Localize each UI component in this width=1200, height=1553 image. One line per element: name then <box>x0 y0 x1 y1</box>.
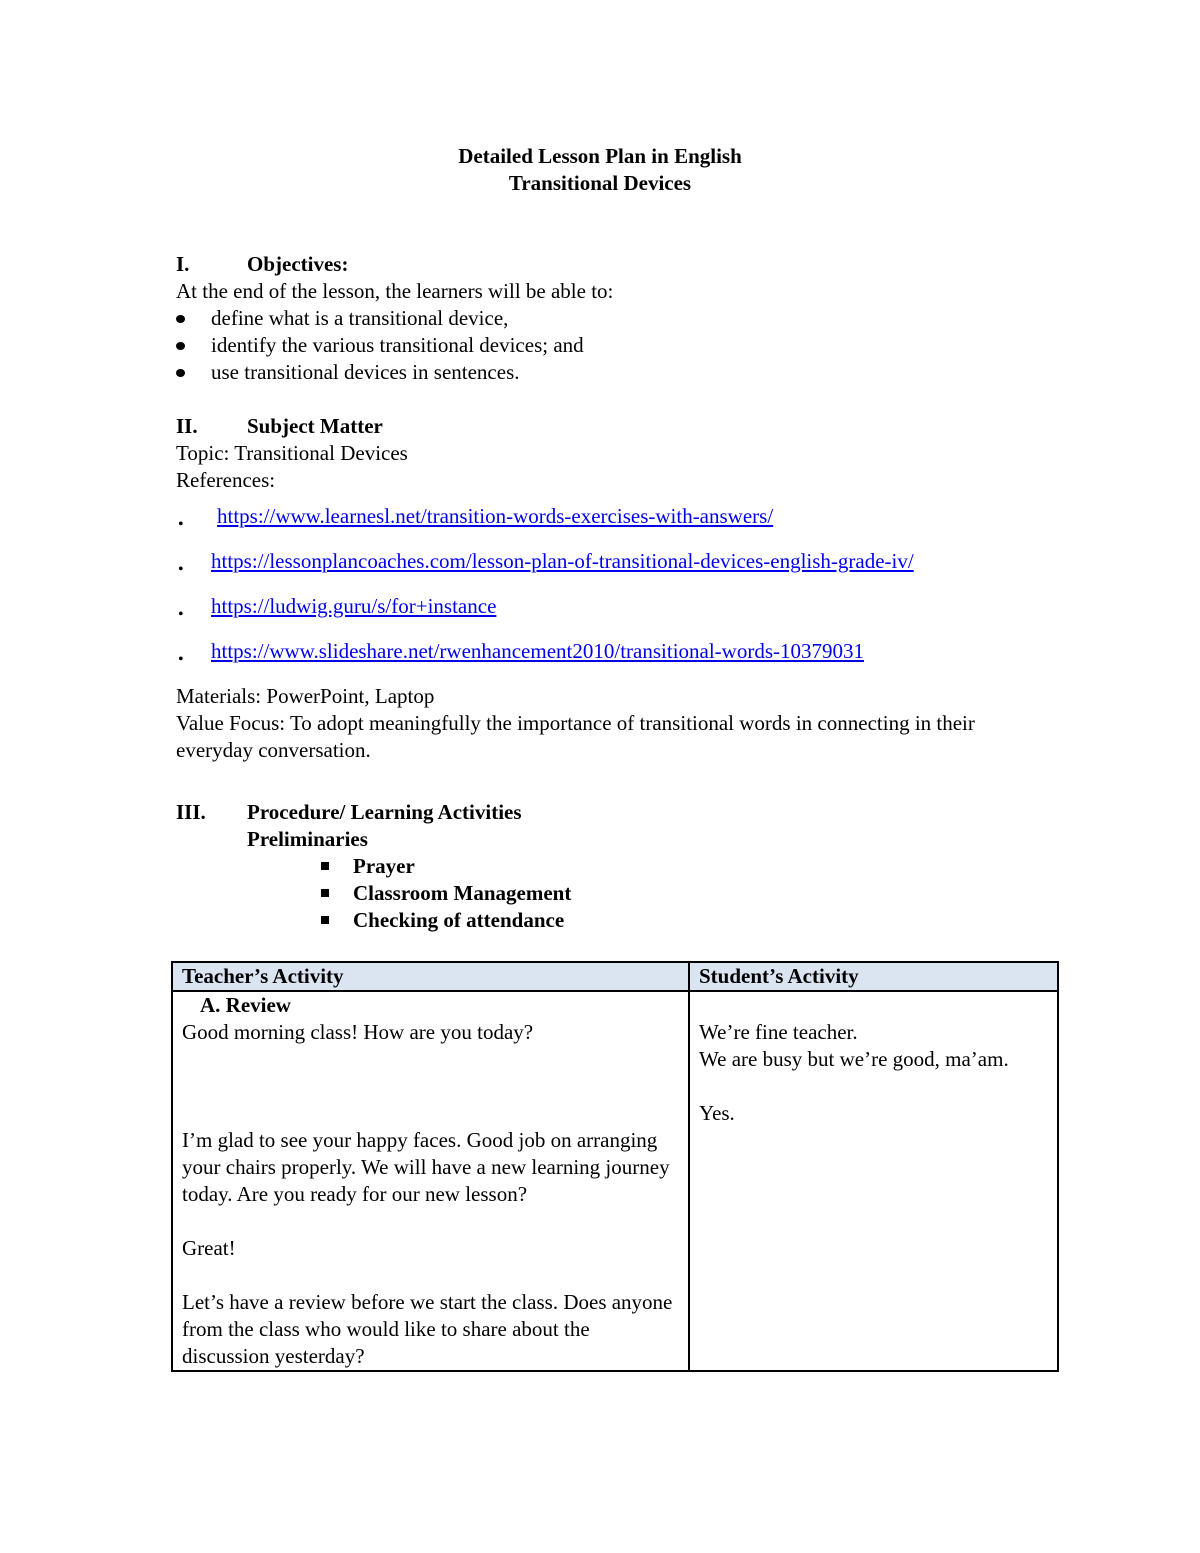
bullet-icon: • <box>178 606 184 623</box>
bullet-icon: • <box>178 516 184 533</box>
section-number: III. <box>176 800 206 824</box>
square-bullet-icon <box>321 889 329 897</box>
objectives-section <box>176 251 1046 386</box>
teacher-line: Let’s have a review before we start the class. Does anyone from the class who would like to share about the discussion yesterday? <box>182 1290 673 1368</box>
square-bullet-icon <box>321 862 329 870</box>
preliminary-item: Prayer <box>176 853 1046 880</box>
document-title-block <box>0 143 1200 197</box>
reference-link[interactable]: https://lessonplancoaches.com/lesson-plan-of-transitional-devices-english-grade-iv/ <box>211 549 914 573</box>
objective-item: identify the various transitional devices; and <box>176 332 1046 359</box>
materials-line: Materials: PowerPoint, Laptop <box>176 684 435 708</box>
reference-link[interactable]: https://ludwig.guru/s/for+instance <box>211 594 497 618</box>
student-line: Yes. <box>699 1101 735 1125</box>
activity-table <box>171 961 1059 1372</box>
student-activity-cell <box>689 991 1058 1371</box>
teacher-activity-header: Teacher’s Activity <box>172 962 689 991</box>
document-subtitle: Transitional Devices <box>508 171 692 195</box>
section-title: Objectives: <box>247 252 349 276</box>
procedure-section <box>176 799 1046 934</box>
bullet-icon <box>176 315 185 323</box>
objectives-heading <box>176 251 1046 278</box>
student-line: We are busy but we’re good, ma’am. <box>699 1047 1009 1071</box>
preliminary-item: Checking of attendance <box>176 907 1046 934</box>
teacher-line: I’m glad to see your happy faces. Good job on arranging your chairs properly. We will have a new learning journey today. Are you ready for our new lesson? <box>182 1128 670 1206</box>
subject-matter-heading <box>176 413 1046 440</box>
section-title: Procedure/ Learning Activities <box>247 800 522 824</box>
reference-item <box>176 503 1046 548</box>
topic-line: Topic: Transitional Devices <box>176 441 408 465</box>
table-header-row <box>172 962 1058 991</box>
teacher-line: Great! <box>182 1236 236 1260</box>
student-line: We’re fine teacher. <box>699 1020 858 1044</box>
preliminaries-heading: Preliminaries <box>247 827 368 851</box>
reference-item <box>176 593 1046 638</box>
teacher-activity-cell <box>172 991 689 1371</box>
review-label: A. Review <box>200 993 291 1017</box>
section-title: Subject Matter <box>247 414 383 438</box>
bullet-icon <box>176 369 185 377</box>
value-focus: Value Focus: To adopt meaningfully the importance of transitional words in connecting in their everyday conversation. <box>176 711 975 762</box>
reference-link[interactable]: https://www.slideshare.net/rwenhancement2010/transitional-words-10379031 <box>211 639 864 663</box>
preliminary-item: Classroom Management <box>176 880 1046 907</box>
reference-item <box>176 548 1046 593</box>
square-bullet-icon <box>321 916 329 924</box>
table-row <box>172 991 1058 1371</box>
reference-item <box>176 638 1046 683</box>
reference-link[interactable]: https://www.learnesl.net/transition-words-exercises-with-answers/ <box>217 504 774 528</box>
teacher-line: Good morning class! How are you today? <box>182 1020 534 1044</box>
procedure-heading <box>176 799 1046 826</box>
objective-item: use transitional devices in sentences. <box>176 359 1046 386</box>
objective-item: define what is a transitional device, <box>176 305 1046 332</box>
bullet-icon: • <box>178 561 184 578</box>
references-label: References: <box>176 468 276 492</box>
objectives-intro: At the end of the lesson, the learners will be able to: <box>176 279 614 303</box>
bullet-icon: • <box>178 651 184 668</box>
section-number: I. <box>176 252 190 276</box>
student-activity-header: Student’s Activity <box>689 962 1058 991</box>
bullet-icon <box>176 342 185 350</box>
document-title: Detailed Lesson Plan in English <box>458 144 742 168</box>
section-number: II. <box>176 414 198 438</box>
subject-matter-section <box>176 413 1046 764</box>
